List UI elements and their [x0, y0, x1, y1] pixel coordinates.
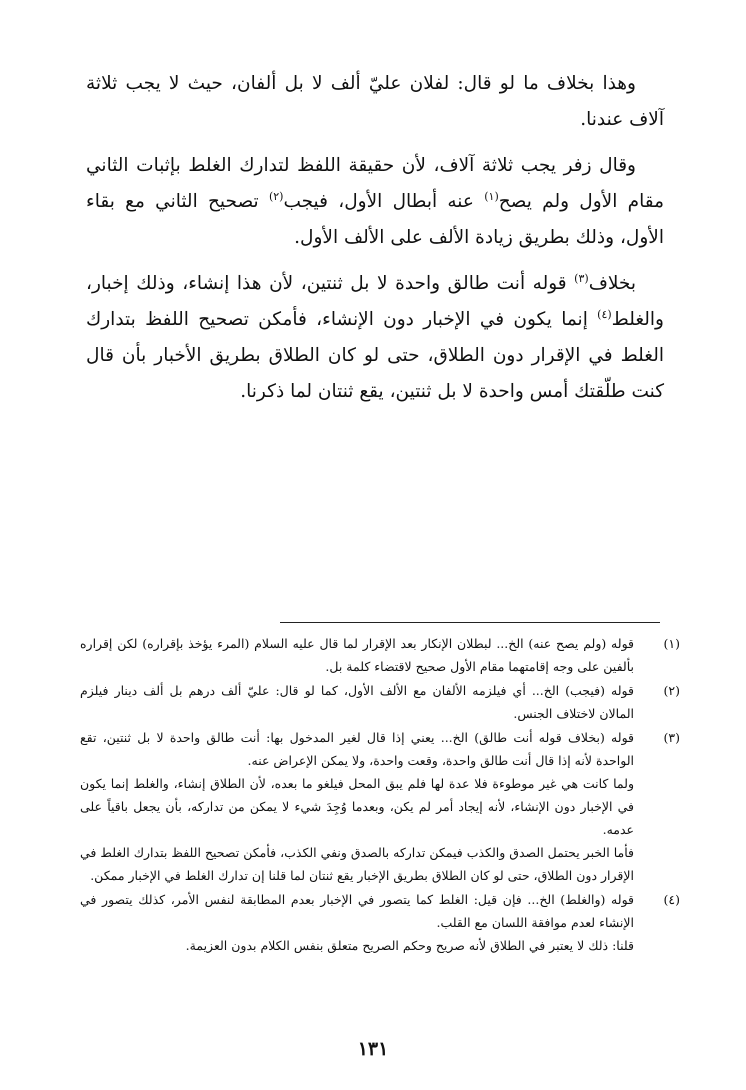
footnote-text: قوله (والغلط) الخ... فإن قيل: الغلط كما يتصور في الإخبار بعدم المطابقة لنفس الأمر، كذلك يتصور في الإنشاء لعدم موافقة اللسان مع القلب. — [80, 892, 634, 930]
footnote-number: (٤) — [663, 892, 680, 907]
paragraph-3-text-b: قوله أنت طالق واحدة لا بل ثنتين، لأن هذا إنشاء، وذلك إخبار، والغلط — [86, 273, 664, 330]
paragraph-2 — [86, 148, 664, 256]
footnote-number: (١) — [663, 636, 680, 651]
paragraph-3 — [86, 266, 664, 410]
paragraph-2-text-b: عنه أبطال الأول، فيجب — [283, 191, 485, 212]
paragraph-2-text-c: تصحيح الثاني مع بقاء الأول، وذلك بطريق زيادة الألف على الألف الأول. — [86, 191, 664, 248]
footnotes — [80, 632, 680, 958]
footnote-1 — [80, 632, 680, 678]
page-number: ١٣١ — [357, 1038, 389, 1060]
footnote-ref-4[interactable]: (٤) — [597, 307, 612, 321]
footnote-text-continued: ولما كانت هي غير موطوءة فلا عدة لها فلم يبق المحل فيلغو ما بعده، لأن الطلاق إنشاء، والغلط إنما يكون في الإخبار دون الإنشاء، لأنه إيجاد أمر لم يكن، وبعدما وُجِدَ شيء لا يمكن من تداركه، بأن يجعل باقياً على عدمه. — [80, 776, 634, 837]
footnote-text-continued: قلنا: ذلك لا يعتبر في الطلاق لأنه صريح وحكم الصريح متعلق بنفس الكلام بدون العزيمة. — [185, 938, 634, 953]
paragraph-1: وهذا بخلاف ما لو قال: لفلان عليّ ألف لا بل ألفان، حيث لا يجب ثلاثة آلاف عندنا. — [86, 73, 664, 130]
paragraph-2-text-a: وقال زفر يجب ثلاثة آلاف، لأن حقيقة اللفظ لتدارك الغلط بإثبات الثاني مقام الأول ولم يصح — [86, 155, 665, 212]
footnote-number: (٢) — [663, 683, 680, 698]
footnote-ref-3[interactable]: (٣) — [574, 271, 589, 285]
footnote-separator — [280, 622, 660, 623]
footnote-3 — [80, 726, 680, 887]
footnote-text: قوله (فيجب) الخ... أي فيلزمه الألفان مع الألف الأول، كما لو قال: عليّ ألف درهم بل ألف دينار فيلزم المالان لاختلاف الجنس. — [80, 683, 634, 721]
footnote-number: (٣) — [663, 730, 680, 745]
footnote-text-continued: فأما الخبر يحتمل الصدق والكذب فيمكن تداركه بالصدق ونفي الكذب، فأمكن تصحيح اللفظ بتدارك الغلط في الإقرار دون الطلاق، حتى لو كان الطلاق بطريق الإخبار يقع ثنتان لما قلنا إن تدارك الغلط في الإخبار ممكن. — [80, 845, 634, 883]
footnote-ref-1[interactable]: (١) — [484, 189, 499, 203]
footnote-text: قوله (ولم يصح عنه) الخ... لبطلان الإنكار بعد الإقرار لما قال عليه السلام (المرء يؤخذ بإقراره) لكن إقراره بألفين على وجه إقامتهما مقام الأول صحيح لاقتضاء كلمة بل. — [80, 636, 634, 674]
footnote-2 — [80, 679, 680, 725]
paragraph-3-text-c: إنما يكون في الإخبار دون الإنشاء، فأمكن تصحيح اللفظ بتدارك الغلط في الإقرار دون الطلاق، حتى لو كان الطلاق بطريق الأخبار بأن قال كنت طلّقتك أمس واحدة لا بل ثنتين، يقع ثنتان لما ذكرنا. — [86, 309, 664, 402]
footnote-ref-2[interactable]: (٢) — [268, 189, 284, 203]
footnote-text: قوله (بخلاف قوله أنت طالق) الخ... يعني إذا قال لغير المدخول بها: أنت طالق واحدة لا بل ثنتين، تقع الواحدة لأنه إذا قال أنت طالق واحدة، وقعت واحدة، ولا يمكن الإعراض عنه. — [80, 730, 634, 768]
main-text — [86, 66, 664, 420]
footnote-4 — [80, 888, 680, 957]
paragraph-3-text-a: بخلاف — [588, 273, 636, 294]
